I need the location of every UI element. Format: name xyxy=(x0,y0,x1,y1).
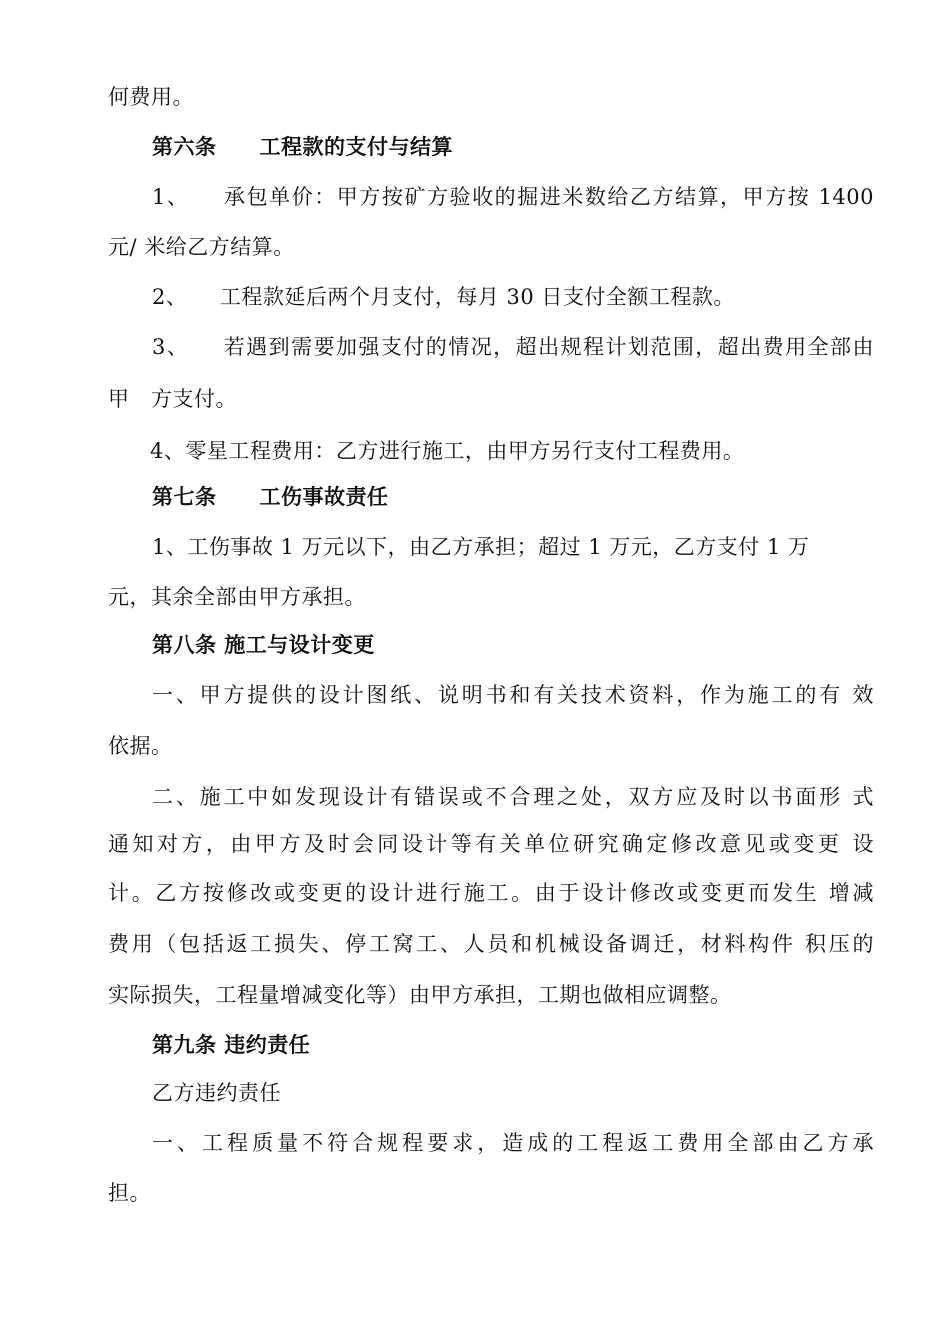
text-line: 2、 工程款延后两个月支付，每月 30 日支付全额工程款。 xyxy=(152,285,735,309)
text-line: 3、 若遇到需要加强支付的情况，超出规程计划范围，超出费用全部由 xyxy=(152,335,874,359)
text-line: 二、施工中如发现设计有错误或不合理之处，双方应及时以书面形 式 xyxy=(152,785,874,809)
text-line: 费用（包括返工损失、停工窝工、人员和机械设备调迁，材料构件 积压的 xyxy=(108,932,874,956)
section-heading-8: 第八条 施工与设计变更 xyxy=(152,633,375,657)
text-line: 担。 xyxy=(108,1181,151,1205)
text-line: 甲 方支付。 xyxy=(108,387,237,411)
text-line: 元/ 米给乙方结算。 xyxy=(108,235,295,259)
text-line: 计。乙方按修改或变更的设计进行施工。由于设计修改或变更而发生 增减 xyxy=(108,881,874,905)
text-line: 何费用。 xyxy=(108,85,194,109)
text-line: 一、工程质量不符合规程要求，造成的工程返工费用全部由乙方承 xyxy=(152,1131,874,1155)
text-line: 1、工伤事故 1 万元以下，由乙方承担；超过 1 万元，乙方支付 1 万 xyxy=(152,535,810,559)
section-heading-6: 第六条 工程款的支付与结算 xyxy=(152,135,453,159)
text-line: 依据。 xyxy=(108,734,173,758)
text-line: 一、甲方提供的设计图纸、说明书和有关技术资料，作为施工的有 效 xyxy=(152,683,874,707)
section-heading-7: 第七条 工伤事故责任 xyxy=(152,485,389,509)
text-line: 通知对方，由甲方及时会同设计等有关单位研究确定修改意见或变更 设 xyxy=(108,832,874,856)
text-line: 4、零星工程费用：乙方进行施工，由甲方另行支付工程费用。 xyxy=(150,439,745,463)
text-line: 元，其余全部由甲方承担。 xyxy=(108,585,366,609)
section-heading-9: 第九条 违约责任 xyxy=(152,1033,311,1057)
text-line: 1、 承包单价：甲方按矿方验收的掘进米数给乙方结算，甲方按 1400 xyxy=(152,185,874,209)
text-line: 乙方违约责任 xyxy=(152,1081,281,1105)
text-line: 实际损失，工程量增减变化等）由甲方承担，工期也做相应调整。 xyxy=(108,983,732,1007)
